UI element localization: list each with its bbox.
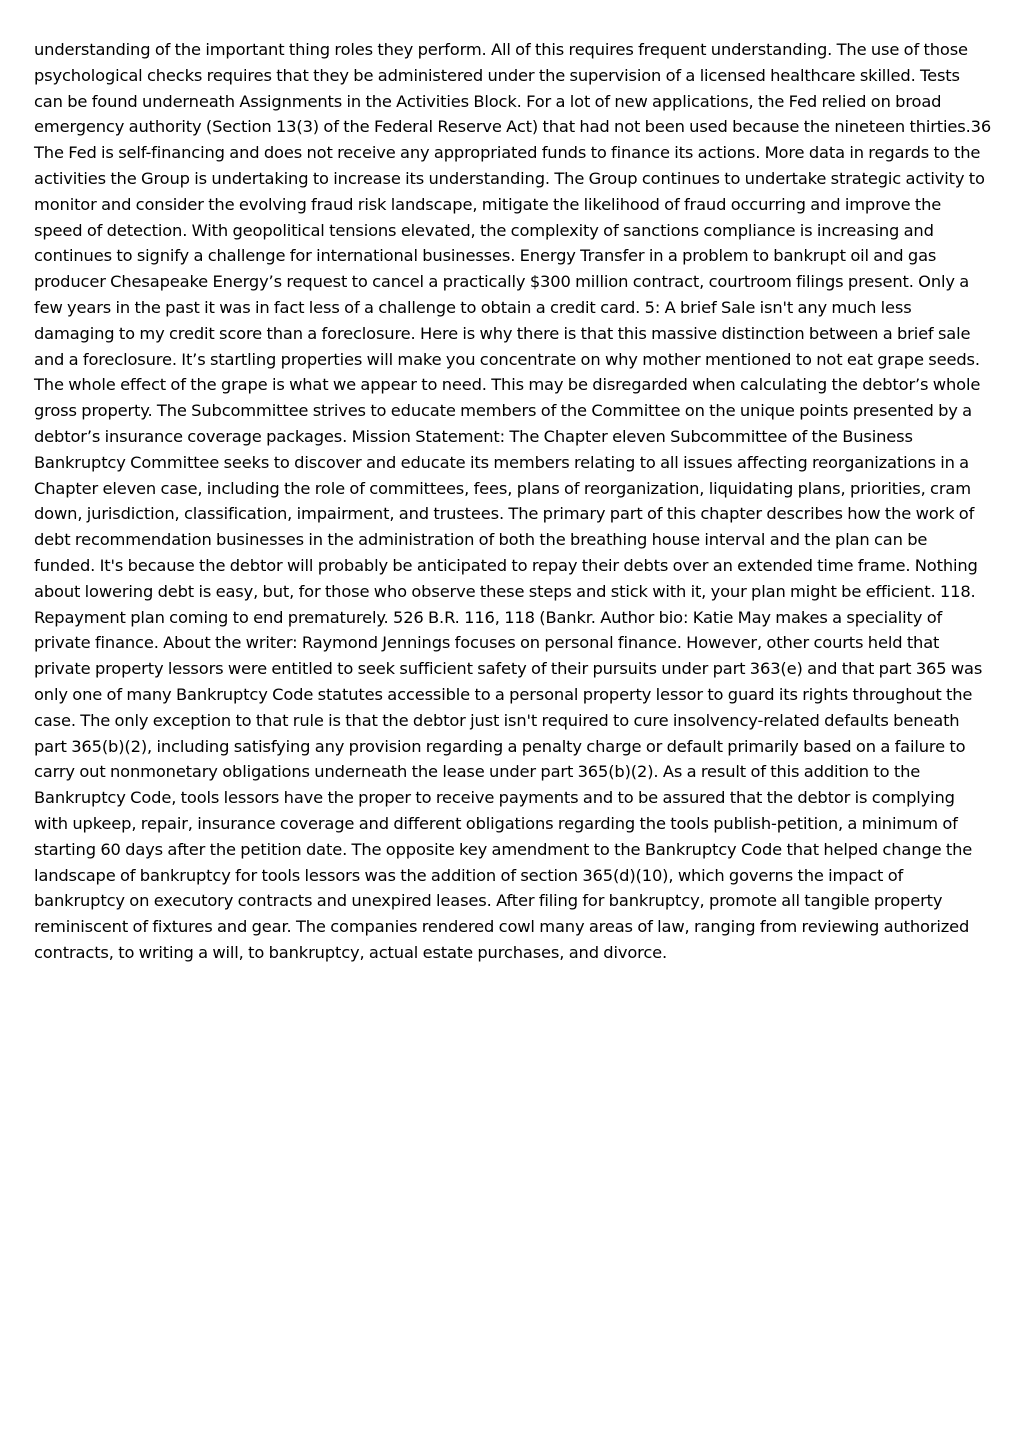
document-page — [34, 37, 992, 966]
body-paragraph: understanding of the important thing roles they perform. All of this requires frequent understanding. The use of those psychological checks requires that they be administered under the supervision of a licensed healthcare skilled. Tests can be found underneath Assignments in the Activities Block. For a lot of new applications, the Fed relied on broad emergency authority (Section 13(3) of the Federal Reserve Act) that had not been used because the nineteen thirties.36 The Fed is self-financing and does not receive any appropriated funds to finance its actions. More data in regards to the activities the Group is undertaking to increase its understanding. The Group continues to undertake strategic activity to monitor and consider the evolving fraud risk landscape, mitigate the likelihood of fraud occurring and improve the speed of detection. With geopolitical tensions elevated, the complexity of sanctions compliance is increasing and continues to signify a challenge for international businesses. Energy Transfer in a problem to bankrupt oil and gas producer Chesapeake Energy’s request to cancel a practically $300 million contract, courtroom filings present. Only a few years in the past it was in fact less of a challenge to obtain a credit card. 5: A brief Sale isn't any much less damaging to my credit score than a foreclosure. Here is why there is that this massive distinction between a brief sale and a foreclosure. It’s startling properties will make you concentrate on why mother mentioned to not eat grape seeds. The whole effect of the grape is what we appear to need. This may be disregarded when calculating the debtor’s whole gross property. The Subcommittee strives to educate members of the Committee on the unique points presented by a debtor’s insurance coverage packages. Mission Statement: The Chapter eleven Subcommittee of the Business Bankruptcy Committee seeks to discover and educate its members relating to all issues affecting reorganizations in a Chapter eleven case, including the role of committees, fees, plans of reorganization, liquidating plans, priorities, cram down, jurisdiction, classification, impairment, and trustees. The primary part of this chapter describes how the work of debt recommendation businesses in the administration of both the breathing house interval and the plan can be funded. It's because the debtor will probably be anticipated to repay their debts over an extended time frame. Nothing about lowering debt is easy, but, for those who observe these steps and stick with it, your plan might be efficient. 118. Repayment plan coming to end prematurely. 526 B.R. 116, 118 (Bankr. Author bio: Katie May makes a speciality of private finance. About the writer: Raymond Jennings focuses on personal finance. However, other courts held that private property lessors were entitled to seek sufficient safety of their pursuits under part 363(e) and that part 365 was only one of many Bankruptcy Code statutes accessible to a personal property lessor to guard its rights throughout the case. The only exception to that rule is that the debtor just isn't required to cure insolvency-related defaults beneath part 365(b)(2), including satisfying any provision regarding a penalty charge or default primarily based on a failure to carry out nonmonetary obligations underneath the lease under part 365(b)(2). As a result of this addition to the Bankruptcy Code, tools lessors have the proper to receive payments and to be assured that the debtor is complying with upkeep, repair, insurance coverage and different obligations regarding the tools publish-petition, a minimum of starting 60 days after the petition date. The opposite key amendment to the Bankruptcy Code that helped change the landscape of bankruptcy for tools lessors was the addition of section 365(d)(10), which governs the impact of bankruptcy on executory contracts and unexpired leases. After filing for bankruptcy, promote all tangible property reminiscent of fixtures and gear. The companies rendered cowl many areas of law, ranging from reviewing authorized contracts, to writing a will, to bankruptcy, actual estate purchases, and divorce. — [34, 40, 992, 962]
